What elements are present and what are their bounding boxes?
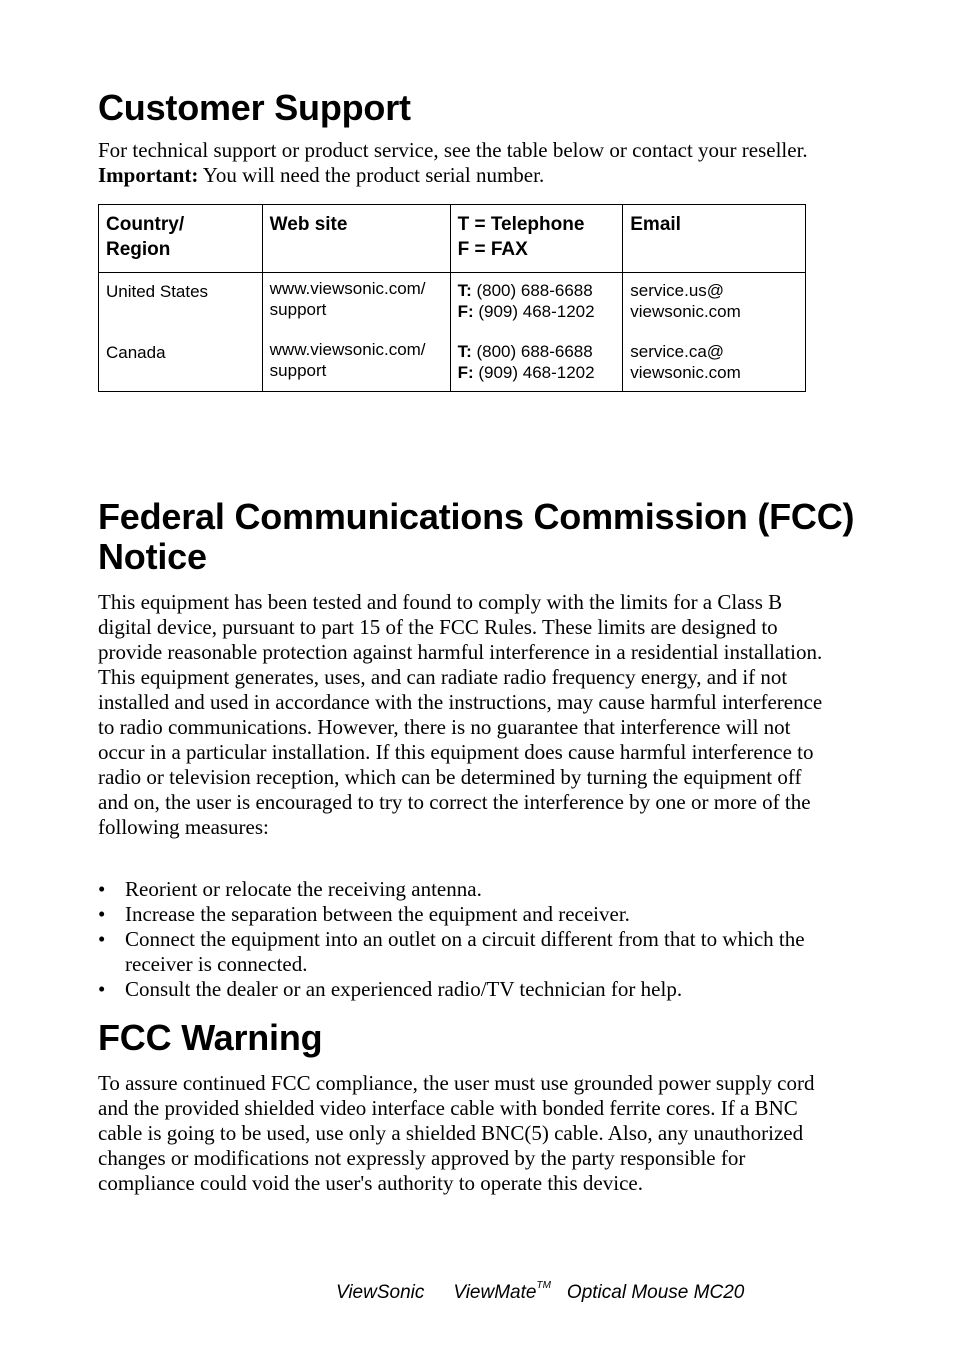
- website-us-line2: support: [269, 300, 327, 319]
- tel-number: (800) 688-6688: [471, 281, 593, 300]
- intro-text: For technical support or product service, see the table below or contact your reseller.: [98, 138, 808, 162]
- tel-label: T:: [457, 281, 472, 300]
- customer-support-heading: Customer Support: [98, 87, 411, 128]
- header-country-region: [99, 205, 263, 273]
- bullet-icon: •: [98, 902, 106, 926]
- page-footer: [336, 1281, 744, 1305]
- measure-text: Increase the separation between the equipment and receiver.: [125, 902, 630, 926]
- website-us-line1: www.viewsonic.com/: [269, 279, 426, 298]
- bullet-icon: •: [98, 977, 106, 1001]
- email-ca-line1: service.ca@: [630, 342, 725, 361]
- fax-us: [458, 301, 616, 322]
- bullet-icon: •: [98, 927, 106, 951]
- list-item: [98, 977, 828, 1002]
- website-ca-line1: www.viewsonic.com/: [269, 340, 426, 359]
- website-canada: [270, 339, 443, 381]
- country-canada: Canada: [106, 343, 166, 362]
- website-cell: [262, 273, 450, 392]
- footer-model: Optical Mouse MC20: [566, 1282, 745, 1303]
- measure-text: Consult the dealer or an experienced radio/TV technician for help.: [125, 977, 683, 1001]
- website-us: [270, 278, 443, 320]
- measure-text: Connect the equipment into an outlet on a circuit different from that to which the receiver is connected.: [125, 927, 805, 976]
- fcc-warning-heading: FCC Warning: [98, 1017, 323, 1058]
- telephone-ca: [458, 341, 616, 362]
- email-us: [630, 280, 798, 322]
- fcc-notice-body: This equipment has been tested and found to comply with the limits for a Class B digital device, pursuant to part 15 of the FCC Rules. These limits are designed to provide reasonable protection against harmful interference in a residential installation. This equipment generates, uses, and can radiate radio frequency energy, and if not installed and used in accordance with the instructions, may cause harmful interference to radio communications. However, there is no guarantee that interference will not occur in a particular installation. If this equipment does cause harmful interference to radio or television reception, which can be determined by turning the equipment off and on, the user is encouraged to try to correct the interference by one or more of the following measures:: [98, 590, 823, 839]
- header-fax-line: F = FAX: [457, 239, 528, 260]
- list-item: [98, 877, 828, 902]
- header-website: Web site: [262, 205, 450, 273]
- intro-text-end: You will need the product serial number.: [198, 163, 545, 187]
- support-contact-table: [98, 204, 806, 392]
- footer-product-name: ViewMate: [453, 1282, 537, 1303]
- email-us-line1: service.us@: [630, 281, 725, 300]
- email-cell: [623, 273, 806, 392]
- bullet-icon: •: [98, 877, 106, 901]
- telephone-us: [458, 280, 616, 301]
- fax-number: (909) 468-1202: [473, 363, 595, 382]
- list-item: [98, 902, 828, 927]
- header-region-line: Region: [106, 239, 171, 260]
- fcc-warning-body: To assure continued FCC compliance, the user must use grounded power supply cord and the provided shielded video interface cable with bonded ferrite cores. If a BNC cable is going to be used, use only a shielded BNC(5) cable. Also, any unauthorized changes or modifications not expressly approved by the party responsible for compliance could void the user's authority to operate this device.: [98, 1071, 815, 1195]
- header-telephone-line: T = Telephone: [457, 214, 585, 235]
- email-us-line2: viewsonic.com: [630, 302, 741, 321]
- fax-ca: [458, 362, 616, 383]
- fax-label: F:: [457, 302, 474, 321]
- phone-fax-cell: [450, 273, 623, 392]
- header-country-line: Country/: [106, 214, 185, 235]
- country-cell: [99, 273, 263, 392]
- table-header-row: [99, 205, 806, 273]
- footer-product: ViewMateTM: [453, 1279, 551, 1303]
- fcc-measures-list: [98, 877, 828, 1002]
- footer-brand: ViewSonic: [336, 1282, 425, 1303]
- fax-number: (909) 468-1202: [473, 302, 595, 321]
- fax-label: F:: [457, 363, 474, 382]
- email-ca-line2: viewsonic.com: [630, 363, 741, 382]
- measure-text: Reorient or relocate the receiving antenna.: [125, 877, 482, 901]
- table-row: [99, 273, 806, 392]
- email-canada: [630, 341, 798, 383]
- list-item: [98, 927, 828, 977]
- country-us: United States: [106, 282, 209, 301]
- customer-support-intro: [98, 138, 818, 188]
- phone-fax-us: [458, 280, 616, 322]
- fcc-notice-heading: Federal Communications Commission (FCC) Notice: [98, 496, 855, 577]
- tel-label: T:: [457, 342, 472, 361]
- header-email: Email: [623, 205, 806, 273]
- tel-number: (800) 688-6688: [471, 342, 593, 361]
- header-phone-fax: [450, 205, 623, 273]
- website-ca-line2: support: [269, 361, 327, 380]
- phone-fax-canada: [458, 341, 616, 383]
- intro-important: Important:: [98, 163, 199, 187]
